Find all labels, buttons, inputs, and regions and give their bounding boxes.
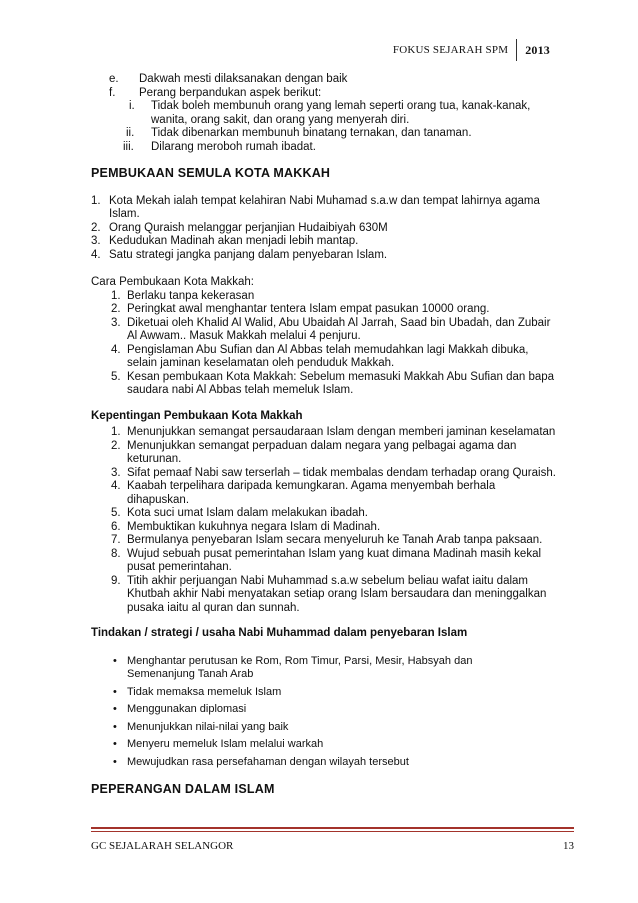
list-item: [91, 73, 561, 87]
list-item: [91, 100, 561, 127]
item-line: Orang Quraish melanggar perjanjian Hudaibiyah 630M: [109, 221, 388, 234]
list-item: [91, 127, 561, 141]
list-item: [91, 521, 561, 535]
item-line: Kesan pembukaan Kota Makkah: Sebelum memasuki Makkah Abu Sufian dan bapa: [127, 370, 555, 383]
section-heading: Kepentingan Pembukaan Kota Makkah: [91, 409, 303, 422]
item-line: wanita, orang sakit, dan orang yang menyerah diri.: [151, 113, 410, 126]
list-item: [91, 317, 561, 344]
bullet-icon: •: [113, 685, 117, 698]
list-item: [91, 141, 561, 155]
item-line: Berlaku tanpa kekerasan: [127, 289, 255, 302]
item-text: Perang berpandukan aspek berikut:: [139, 86, 322, 99]
item-line: Menyeru memeluk Islam melalui warkah: [127, 738, 324, 750]
item-line: Tidak memaksa memeluk Islam: [127, 685, 282, 698]
list-item: [91, 235, 561, 249]
item-line: dihapuskan.: [127, 493, 190, 506]
item-line: Peringkat awal menghantar tentera Islam empat pasukan 10000 orang.: [127, 303, 490, 315]
list-item: [91, 686, 561, 700]
item-line: keturunan.: [127, 453, 182, 465]
list-item: [91, 507, 561, 521]
header-year: 2013: [525, 42, 550, 57]
list-item: [91, 249, 561, 263]
list-item: [91, 222, 561, 236]
item-line: Kota suci umat Islam dalam melakukan ibadah.: [127, 507, 368, 519]
list-item: [91, 303, 561, 317]
item-line: Kota Mekah ialah tempat kelahiran Nabi Muhamad s.a.w dan tempat lahirnya agama: [109, 194, 540, 207]
list-item: [91, 290, 561, 304]
list-item: [91, 548, 561, 575]
item-line: Menghantar perutusan ke Rom, Rom Timur, Parsi, Mesir, Habsyah dan: [127, 654, 473, 667]
item-line: pusat pemerintahan.: [127, 561, 232, 573]
item-line: Kedudukan Madinah akan menjadi lebih mantap.: [109, 235, 359, 247]
subsection-title: Cara Pembukaan Kota Makkah:: [91, 276, 255, 288]
item-line: Tidak boleh membunuh orang yang lemah seperti orang tua, kanak-kanak,: [151, 100, 531, 112]
item-marker: i.: [129, 100, 135, 112]
item-marker: 8.: [111, 547, 121, 560]
list-item: [91, 721, 561, 735]
item-line: Al Awwam.. Masuk Makkah melalui 4 penjuru.: [127, 330, 361, 342]
list-item: [91, 426, 561, 440]
list-item: [91, 87, 561, 101]
item-line: Bermulanya penyebaran Islam secara menyeluruh ke Tanah Arab tanpa paksaan.: [127, 534, 543, 546]
item-marker: e.: [109, 73, 119, 85]
item-marker: 5.: [111, 370, 121, 383]
item-marker: 4.: [111, 480, 121, 492]
item-line: Menunjukkan semangat persaudaraan Islam dengan memberi jaminan keselamatan: [127, 426, 556, 438]
list-item: [91, 703, 561, 717]
item-line: Kaabah terpelihara daripada kemungkaran. Agama menyembah berhala: [127, 480, 496, 492]
footer-rule-thin: [91, 831, 574, 832]
item-line: Menggunakan diplomasi: [127, 703, 247, 715]
item-marker: 6.: [111, 520, 121, 533]
item-line: Sifat pemaaf Nabi saw terserlah – tidak membalas dendam terhadap orang Quraish.: [127, 466, 556, 479]
list-item: [91, 738, 561, 752]
bullet-icon: •: [113, 654, 117, 667]
item-marker: f.: [109, 86, 116, 99]
bullet-icon: •: [113, 755, 117, 768]
list-item: [91, 344, 561, 371]
header-title: FOKUS SEJARAH SPM: [392, 44, 509, 56]
bullet-icon: •: [113, 703, 117, 715]
item-marker: ii.: [126, 127, 135, 139]
item-marker: 2.: [91, 221, 101, 234]
item-text: Dakwah mesti dilaksanakan dengan baik: [139, 73, 348, 85]
list-item: [91, 480, 561, 507]
item-line: Membuktikan kukuhnya negara Islam di Madinah.: [127, 520, 381, 533]
document-body: [91, 73, 561, 797]
item-marker: 7.: [111, 534, 121, 546]
footer-rule: [91, 827, 574, 829]
item-line: Dilarang meroboh rumah ibadat.: [151, 140, 316, 153]
item-line: Mewujudkan rasa persefahaman dengan wilayah tersebut: [127, 755, 409, 768]
item-line: Menunjukkan semangat perpaduan dalam negara yang pelbagai agama dan: [127, 439, 517, 452]
item-marker: 3.: [111, 316, 121, 329]
page-header: [393, 40, 550, 60]
item-line: Menunjukkan nilai-nilai yang baik: [127, 720, 289, 733]
list-item: [91, 534, 561, 548]
item-line: Pengislaman Abu Sufian dan Al Abbas telah memudahkan lagi Makkah dibuka,: [127, 343, 529, 356]
item-line: Titih akhir perjuangan Nabi Muhammad s.a.w sebelum beliau wafat iaitu dalam: [127, 574, 529, 587]
list-item: [91, 575, 561, 616]
section-heading: Tindakan / strategi / usaha Nabi Muhammad dalam penyebaran Islam: [91, 627, 468, 639]
item-marker: 3.: [111, 466, 121, 479]
item-marker: iii.: [123, 140, 134, 153]
item-line: Satu strategi jangka panjang dalam penyebaran Islam.: [109, 248, 388, 261]
list-item: [91, 371, 561, 398]
list-item: [91, 655, 561, 682]
item-marker: 4.: [91, 248, 101, 261]
item-line: Islam.: [109, 208, 140, 220]
list-item: [91, 195, 561, 222]
footer-label: GC SEJALARAH SELANGOR: [91, 840, 234, 852]
item-line: Wujud sebuah pusat pemerintahan Islam yang kuat dimana Madinah masih kekal: [127, 547, 542, 560]
section-heading: PEPERANGAN DALAM ISLAM: [91, 782, 275, 796]
item-line: Semenanjung Tanah Arab: [127, 668, 254, 680]
list-item: [91, 756, 561, 770]
header-divider: [516, 39, 517, 61]
list-item: [91, 467, 561, 481]
item-marker: 1.: [91, 194, 101, 207]
item-line: Khutbah akhir Nabi menyatakan setiap orang Islam bersaudara dan meninggalkan: [127, 588, 547, 600]
item-line: Diketuai oleh Khalid Al Walid, Abu Ubaidah Al Jarrah, Saad bin Ubadah, dan Zubair: [127, 316, 551, 329]
item-marker: 9.: [111, 574, 121, 587]
item-marker: 4.: [111, 343, 121, 356]
item-line: saudara nabi Al Abbas telah memeluk Islam.: [127, 384, 354, 396]
item-line: Tidak dibenarkan membunuh binatang ternakan, dan tanaman.: [151, 127, 472, 139]
item-marker: 3.: [91, 235, 101, 247]
item-marker: 5.: [111, 507, 121, 519]
item-marker: 1.: [111, 426, 121, 438]
item-marker: 1.: [111, 289, 121, 302]
list-item: [91, 440, 561, 467]
item-line: pusaka iaitu al quran dan sunnah.: [127, 601, 300, 614]
item-marker: 2.: [111, 439, 121, 452]
bullet-icon: •: [113, 738, 117, 750]
section-heading: PEMBUKAAN SEMULA KOTA MAKKAH: [91, 166, 331, 180]
page-number: 13: [563, 840, 574, 852]
item-line: selain jaminan keselamatan oleh penduduk Makkah.: [127, 357, 395, 369]
bullet-icon: •: [113, 720, 117, 733]
item-marker: 2.: [111, 303, 121, 315]
